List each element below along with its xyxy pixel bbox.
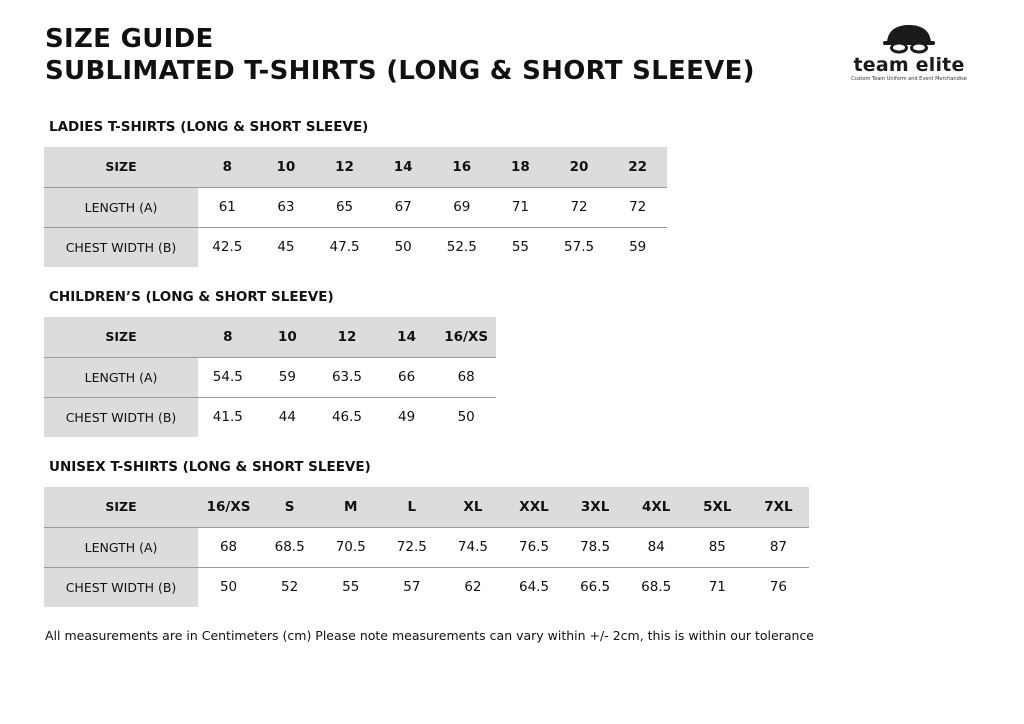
size-header-row [44,487,809,527]
measurement-cell: 65 [315,187,374,227]
measurement-cell: 44 [258,397,318,437]
measurement-cell: 62 [442,567,503,607]
measurement-cell: 45 [257,227,316,267]
size-header-cell: S [259,487,320,527]
measurement-cell: 71 [687,567,748,607]
size-header-cell: 12 [315,147,374,187]
brand-tagline: Custom Team Uniform and Event Merchandise [851,76,967,82]
measurement-cell: 66 [377,357,437,397]
table-row [44,227,667,267]
brand-name: team elite [853,54,965,76]
row-label: LENGTH (A) [44,357,198,397]
measurement-cell: 67 [374,187,433,227]
size-header-cell: 8 [198,147,257,187]
measurement-cell: 50 [436,397,496,437]
size-header-cell: 14 [377,317,437,357]
measurement-cell: 42.5 [198,227,257,267]
measurement-cell: 68 [198,527,259,567]
size-header-cell: 3XL [565,487,626,527]
section-title-ladies: LADIES T-SHIRTS (LONG & SHORT SLEEVE) [49,119,369,135]
size-header-cell: 22 [608,147,667,187]
measurement-cell: 85 [687,527,748,567]
size-header-cell: 20 [550,147,609,187]
size-header-label: SIZE [44,317,198,357]
size-header-row [44,147,667,187]
measurement-cell: 87 [748,527,809,567]
measurement-cell: 72 [550,187,609,227]
measurement-cell: 57.5 [550,227,609,267]
row-label: CHEST WIDTH (B) [44,227,198,267]
size-header-cell: 10 [257,147,316,187]
table-row [44,527,809,567]
measurement-cell: 68.5 [259,527,320,567]
measurement-cell: 72 [608,187,667,227]
measurement-cell: 59 [608,227,667,267]
size-header-cell: 4XL [626,487,687,527]
size-header-cell: 14 [374,147,433,187]
row-label: LENGTH (A) [44,187,198,227]
measurement-cell: 61 [198,187,257,227]
measurement-cell: 41.5 [198,397,258,437]
measurement-cell: 74.5 [442,527,503,567]
measurement-cell: 50 [374,227,433,267]
size-header-cell: 16/XS [436,317,496,357]
measurement-cell: 50 [198,567,259,607]
size-header-cell: 16 [433,147,492,187]
row-label: CHEST WIDTH (B) [44,567,198,607]
measurement-cell: 72.5 [381,527,442,567]
table-row [44,357,496,397]
size-header-cell: 7XL [748,487,809,527]
size-table-unisex [44,487,809,607]
size-header-cell: 8 [198,317,258,357]
size-header-label: SIZE [44,147,198,187]
measurement-cell: 78.5 [565,527,626,567]
size-header-cell: 12 [317,317,377,357]
measurement-cell: 70.5 [320,527,381,567]
measurement-cell: 63 [257,187,316,227]
size-table-ladies [44,147,667,267]
table-row [44,187,667,227]
size-header-cell: L [381,487,442,527]
measurement-cell: 68.5 [626,567,687,607]
size-header-cell: 10 [258,317,318,357]
swim-cap-goggles-icon [883,24,935,56]
measurement-cell: 76.5 [503,527,564,567]
table-row [44,567,809,607]
size-header-cell: 16/XS [198,487,259,527]
measurement-cell: 63.5 [317,357,377,397]
section-title-children: CHILDREN’S (LONG & SHORT SLEEVE) [49,289,334,305]
size-header-cell: 5XL [687,487,748,527]
measurement-cell: 71 [491,187,550,227]
row-label: CHEST WIDTH (B) [44,397,198,437]
measurement-cell: 54.5 [198,357,258,397]
size-header-row [44,317,496,357]
measurement-note: All measurements are in Centimeters (cm) Please note measurements can vary within +/- 2cm, this is within our tolerance [45,628,814,643]
size-table-children [44,317,496,437]
measurement-cell: 55 [320,567,381,607]
measurement-cell: 52 [259,567,320,607]
size-header-label: SIZE [44,487,198,527]
measurement-cell: 57 [381,567,442,607]
row-label: LENGTH (A) [44,527,198,567]
measurement-cell: 59 [258,357,318,397]
size-header-cell: XL [442,487,503,527]
brand-logo [838,22,980,86]
page-title: SIZE GUIDE [45,24,214,54]
measurement-cell: 46.5 [317,397,377,437]
measurement-cell: 52.5 [433,227,492,267]
measurement-cell: 68 [436,357,496,397]
measurement-cell: 69 [433,187,492,227]
section-title-unisex: UNISEX T-SHIRTS (LONG & SHORT SLEEVE) [49,459,371,475]
table-row [44,397,496,437]
page-subtitle: SUBLIMATED T-SHIRTS (LONG & SHORT SLEEVE) [45,56,755,86]
measurement-cell: 84 [626,527,687,567]
measurement-cell: 47.5 [315,227,374,267]
size-header-cell: 18 [491,147,550,187]
measurement-cell: 76 [748,567,809,607]
size-header-cell: M [320,487,381,527]
size-header-cell: XXL [503,487,564,527]
measurement-cell: 49 [377,397,437,437]
measurement-cell: 66.5 [565,567,626,607]
measurement-cell: 55 [491,227,550,267]
measurement-cell: 64.5 [503,567,564,607]
